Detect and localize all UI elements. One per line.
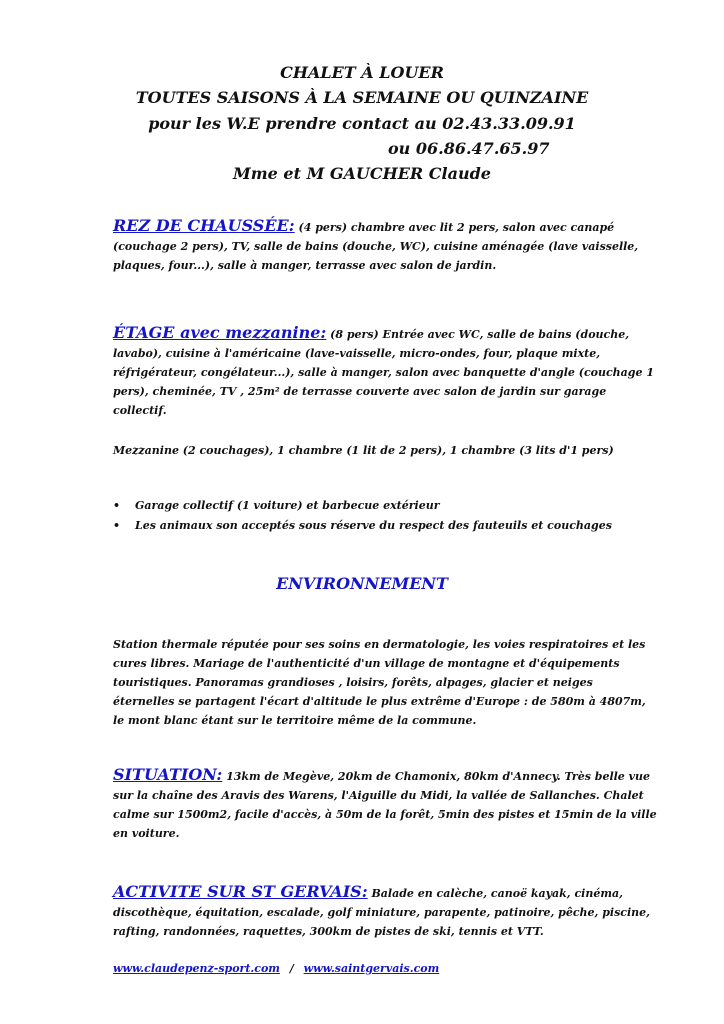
link-separator: /: [289, 962, 294, 975]
header-subtitle: TOUTES SAISONS À LA SEMAINE OU QUINZAINE: [135, 88, 589, 107]
header-contact-phone: pour les W.E prendre contact au 02.43.33.09.91: [148, 114, 576, 133]
section-activite: [113, 882, 658, 941]
bullet-text: Les animaux son acceptés sous réserve du respect des fauteuils et couchages: [135, 519, 612, 532]
etage-text: (8 pers) Entrée avec WC, salle de bains (douche, lavabo), cuisine à l'américaine (lave-vaisselle, micro-ondes, four, plaque mixte, réfrigérateur, congélateur...), salle à manger, salon avec banquette d'angle (couchage 1 pers), cheminée, TV , 25m² de terrasse couverte avec salon de jardin sur garage collectif.: [113, 328, 654, 417]
bullet-list: [113, 496, 673, 536]
header-owner-name: Mme et M GAUCHER Claude: [233, 164, 491, 183]
activite-title: ACTIVITE SUR ST GERVAIS:: [113, 882, 368, 901]
activite-text: Balade en calèche, canoë kayak, cinéma, discothèque, équitation, escalade, golf miniature, parapente, patinoire, pêche, piscine, rafting, randonnées, raquettes, 300km de pistes de ski, tennis et VTT.: [113, 887, 650, 938]
etage-title: ÉTAGE avec mezzanine:: [113, 323, 327, 342]
list-item: [113, 496, 673, 516]
environnement-title: ENVIRONNEMENT: [276, 574, 448, 593]
section-etage: [113, 323, 658, 420]
link-claudepenz-sport[interactable]: www.claudepenz-sport.com: [113, 962, 280, 975]
bullet-icon: •: [113, 499, 121, 512]
bullet-icon: •: [113, 519, 121, 532]
situation-text: 13km de Megève, 20km de Chamonix, 80km d'Annecy. Très belle vue sur la chaîne des Aravis des Warens, l'Aiguille du Midi, la vallée de Sallanches. Chalet calme sur 1500m2, facile d'accès, à 50m de la forêt, 5min des pistes et 15min de la ville en voiture.: [113, 770, 657, 840]
list-item: [113, 516, 673, 536]
bullet-text: Garage collectif (1 voiture) et barbecue extérieur: [135, 499, 440, 512]
footer-links: [113, 962, 439, 975]
section-rez-de-chaussee: [113, 216, 658, 275]
header-contact-mobile: ou 06.86.47.65.97: [388, 139, 550, 158]
situation-title: SITUATION:: [113, 765, 223, 784]
section-mezzanine: [113, 441, 658, 460]
mezzanine-text: Mezzanine (2 couchages), 1 chambre (1 lit de 2 pers), 1 chambre (3 lits d'1 pers): [113, 444, 614, 457]
rez-title: REZ DE CHAUSSÉE:: [113, 216, 295, 235]
header-title: CHALET À LOUER: [280, 63, 444, 82]
rez-text: (4 pers) chambre avec lit 2 pers, salon avec canapé (couchage 2 pers), TV, salle de bains (douche, WC), cuisine aménagée (lave vaisselle, plaques, four...), salle à manger, terrasse avec salon de jardin.: [113, 221, 639, 272]
link-saintgervais[interactable]: www.saintgervais.com: [303, 962, 440, 975]
section-environnement: [113, 635, 658, 730]
environnement-text: Station thermale réputée pour ses soins en dermatologie, les voies respiratoires et les cures libres. Mariage de l'authenticité d'un village de montagne et d'équipements touristiques. Panoramas grandioses , loisirs, forêts, alpages, glacier et neiges éternelles se partagent l'écart d'altitude le plus extrême d'Europe : de 580m à 4807m, le mont blanc étant sur le territoire même de la commune.: [113, 638, 646, 727]
section-situation: [113, 765, 658, 843]
